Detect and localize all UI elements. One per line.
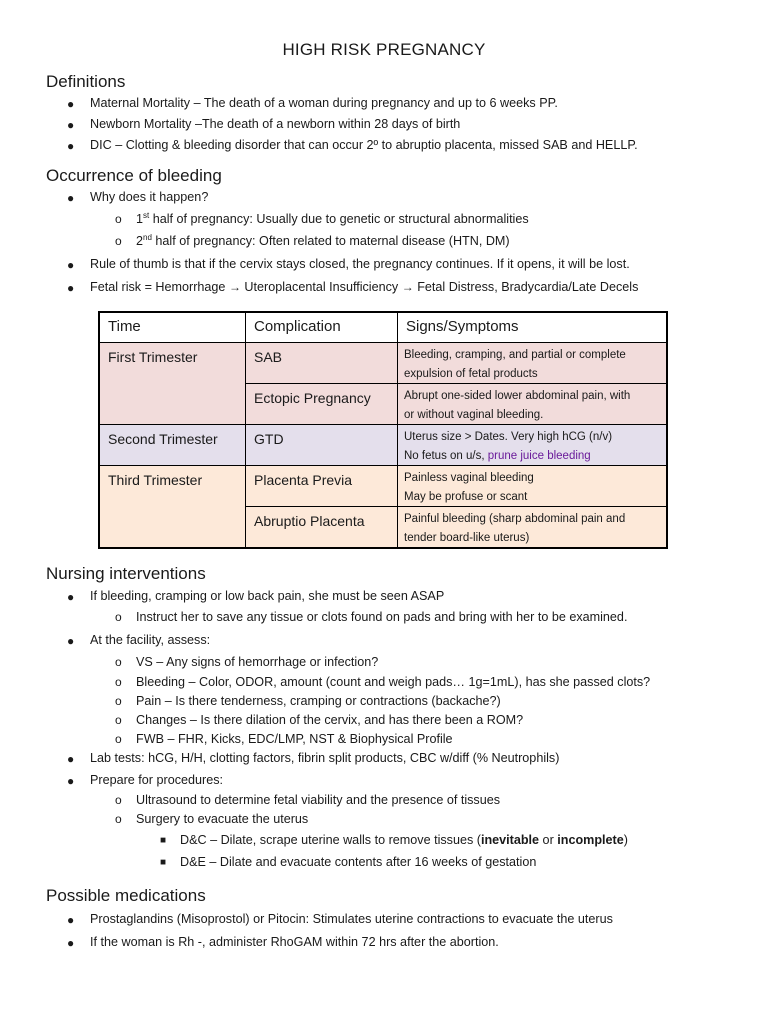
definitions-heading: Definitions <box>46 72 126 91</box>
time-first-trimester: First Trimester <box>100 343 246 425</box>
circle-marker: o <box>115 610 122 624</box>
circle-marker: o <box>115 655 122 669</box>
circle-marker: o <box>115 812 122 826</box>
bullet-marker: ● <box>67 139 75 153</box>
square-marker: ■ <box>160 835 167 846</box>
fetal-risk: Fetal risk = Hemorrhage → Uteroplacental Insufficiency → Fetal Distress, Bradycardia/Late Decels <box>90 280 639 294</box>
bleeding-heading: Occurrence of bleeding <box>46 166 222 185</box>
circle-marker: o <box>115 675 122 689</box>
circle-marker: o <box>115 793 122 807</box>
bullet-marker: ● <box>67 97 75 111</box>
nursing-pain: Pain – Is there tenderness, cramping or contractions (backache?) <box>136 694 501 708</box>
definition-dic: DIC – Clotting & bleeding disorder that can occur 2º to abruptio placenta, missed SAB and HELLP. <box>90 138 638 152</box>
circle-marker: o <box>115 732 122 746</box>
bullet-marker: ● <box>67 774 75 788</box>
bullet-marker: ● <box>67 590 75 604</box>
bullet-marker: ● <box>67 634 75 648</box>
signs-sab: Bleeding, cramping, and partial or complete expulsion of fetal products <box>398 343 666 384</box>
time-third-trimester: Third Trimester <box>100 466 246 547</box>
complications-table <box>98 311 668 549</box>
medications-heading: Possible medications <box>46 886 206 905</box>
bullet-marker: ● <box>67 118 75 132</box>
complication-previa: Placenta Previa <box>246 466 398 507</box>
arrow-right-icon: → <box>228 280 241 294</box>
nursing-changes: Changes – Is there dilation of the cervix, and has there been a ROM? <box>136 713 524 727</box>
bullet-marker: ● <box>67 258 75 272</box>
bullet-marker: ● <box>67 191 75 205</box>
medication-rhogam: If the woman is Rh -, administer RhoGAM within 72 hrs after the abortion. <box>90 935 499 949</box>
page-title: HIGH RISK PREGNANCY <box>282 40 486 59</box>
bullet-marker: ● <box>67 936 75 950</box>
circle-marker: o <box>115 713 122 727</box>
why-question: Why does it happen? <box>90 190 209 204</box>
signs-ectopic: Abrupt one-sided lower abdominal pain, with or without vaginal bleeding. <box>398 384 666 425</box>
square-marker: ■ <box>160 857 167 868</box>
nursing-dc: D&C – Dilate, scrape uterine walls to remove tissues (inevitable or incomplete) <box>180 833 628 847</box>
circle-marker: o <box>115 694 122 708</box>
definition-newborn-mortality: Newborn Mortality –The death of a newborn within 28 days of birth <box>90 117 461 131</box>
nursing-instruct: Instruct her to save any tissue or clots found on pads and bring with her to be examined. <box>136 610 628 624</box>
bullet-marker: ● <box>67 913 75 927</box>
arrow-right-icon: → <box>401 280 414 294</box>
nursing-fwb: FWB – FHR, Kicks, EDC/LMP, NST & Biophysical Profile <box>136 732 453 746</box>
definition-maternal-mortality: Maternal Mortality – The death of a woman during pregnancy and up to 6 weeks PP. <box>90 96 558 110</box>
first-half-text: 1st half of pregnancy: Usually due to genetic or structural abnormalities <box>136 210 529 226</box>
complication-ectopic: Ectopic Pregnancy <box>246 384 398 425</box>
nursing-facility: At the facility, assess: <box>90 633 211 647</box>
circle-marker: o <box>115 234 122 248</box>
nursing-surgery: Surgery to evacuate the uterus <box>136 812 309 826</box>
signs-previa: Painless vaginal bleeding May be profuse or scant <box>398 466 666 507</box>
complication-sab: SAB <box>246 343 398 384</box>
nursing-bleeding: Bleeding – Color, ODOR, amount (count and weigh pads… 1g=1mL), has she passed clots? <box>136 675 651 689</box>
header-signs: Signs/Symptoms <box>398 313 666 343</box>
circle-marker: o <box>115 212 122 226</box>
bullet-marker: ● <box>67 752 75 766</box>
nursing-labs: Lab tests: hCG, H/H, clotting factors, fibrin split products, CBC w/diff (% Neutrophils) <box>90 751 560 765</box>
complication-gtd: GTD <box>246 425 398 466</box>
second-half-text: 2nd half of pregnancy: Often related to maternal disease (HTN, DM) <box>136 232 510 248</box>
nursing-vs: VS – Any signs of hemorrhage or infection? <box>136 655 379 669</box>
signs-abruptio: Painful bleeding (sharp abdominal pain and tender board-like uterus) <box>398 507 666 547</box>
nursing-if-bleeding: If bleeding, cramping or low back pain, she must be seen ASAP <box>90 589 445 603</box>
header-complication: Complication <box>246 313 398 343</box>
nursing-heading: Nursing interventions <box>46 564 206 583</box>
nursing-de: D&E – Dilate and evacuate contents after 16 weeks of gestation <box>180 855 537 869</box>
bullet-marker: ● <box>67 281 75 295</box>
header-time: Time <box>100 313 246 343</box>
medication-prostaglandins: Prostaglandins (Misoprostol) or Pitocin: Stimulates uterine contractions to evacuate the uterus <box>90 912 613 926</box>
rule-of-thumb: Rule of thumb is that if the cervix stays closed, the pregnancy continues. If it opens, it will be lost. <box>90 257 630 271</box>
nursing-prepare: Prepare for procedures: <box>90 773 224 787</box>
time-second-trimester: Second Trimester <box>100 425 246 466</box>
signs-gtd: Uterus size > Dates. Very high hCG (n/v) No fetus on u/s, prune juice bleeding <box>398 425 666 466</box>
nursing-ultrasound: Ultrasound to determine fetal viability and the presence of tissues <box>136 793 501 807</box>
complication-abruptio: Abruptio Placenta <box>246 507 398 547</box>
